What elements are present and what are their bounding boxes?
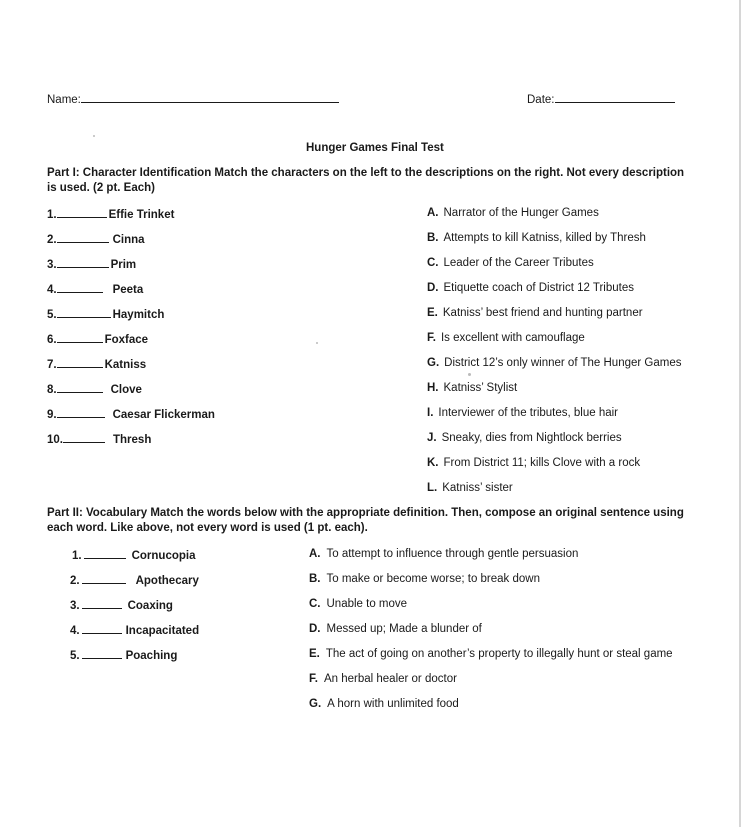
definition-letter: D. <box>309 623 321 635</box>
character-row <box>47 406 215 422</box>
answer-blank[interactable] <box>57 356 103 368</box>
description-text: District 12’s only winner of The Hunger Games <box>444 357 682 369</box>
character-name: Clove <box>110 384 142 396</box>
word-number: 2. <box>70 575 80 587</box>
definition-letter: F. <box>309 673 318 685</box>
character-row <box>47 331 148 347</box>
answer-blank[interactable] <box>84 547 126 559</box>
character-number: 1. <box>47 209 57 221</box>
description-text: From District 11; kills Clove with a rock <box>443 457 641 469</box>
character-number: 2. <box>47 234 57 246</box>
description-row <box>427 281 634 295</box>
description-letter: G. <box>427 357 440 369</box>
definition-row <box>309 672 457 686</box>
definition-text: The act of going on another’s property to illegally hunt or steal game <box>325 648 673 660</box>
description-text: Interviewer of the tributes, blue hair <box>438 407 619 419</box>
definition-row <box>309 647 673 661</box>
description-text: Katniss’ sister <box>442 482 513 494</box>
definition-text: Messed up; Made a blunder of <box>326 623 482 635</box>
description-letter: H. <box>427 382 439 394</box>
scan-speck <box>468 373 471 376</box>
name-label: Name: <box>47 94 81 106</box>
character-name: Katniss <box>104 359 147 371</box>
definition-row <box>309 697 459 711</box>
definition-row <box>309 572 540 586</box>
description-text: Leader of the Career Tributes <box>443 257 594 269</box>
character-number: 6. <box>47 334 57 346</box>
answer-blank[interactable] <box>57 381 103 393</box>
answer-blank[interactable] <box>57 206 107 218</box>
description-letter: E. <box>427 307 438 319</box>
description-row <box>427 431 622 445</box>
vocabulary-row <box>70 572 199 588</box>
character-name: Caesar Flickerman <box>112 409 215 421</box>
answer-blank[interactable] <box>82 622 122 634</box>
character-name: Haymitch <box>112 309 165 321</box>
scan-speck <box>316 342 318 344</box>
character-name: Foxface <box>104 334 149 346</box>
name-blank-line[interactable] <box>81 91 339 103</box>
character-row <box>47 431 151 447</box>
answer-blank[interactable] <box>82 572 126 584</box>
definition-text: A horn with unlimited food <box>327 698 459 710</box>
description-text: Is excellent with camouflage <box>440 332 585 344</box>
character-number: 7. <box>47 359 57 371</box>
definition-text: To attempt to influence through gentle persuasion <box>326 548 579 560</box>
vocabulary-row <box>70 622 199 638</box>
definition-row <box>309 547 578 561</box>
vocabulary-word: Incapacitated <box>125 625 200 637</box>
character-number: 5. <box>47 309 57 321</box>
vocabulary-word: Poaching <box>125 650 178 662</box>
character-row <box>47 206 174 222</box>
vocabulary-word: Cornucopia <box>131 550 196 562</box>
description-row <box>427 381 517 395</box>
name-field[interactable] <box>47 91 339 107</box>
answer-blank[interactable] <box>63 431 105 443</box>
description-letter: J. <box>427 432 437 444</box>
character-number: 10. <box>47 434 63 446</box>
vocabulary-row <box>72 547 195 563</box>
part2-instructions: Part II: Vocabulary Match the words below with the appropriate definition. Then, compose an original sentence using each word. Like above, not every word is used (1 pt. each). <box>47 507 684 534</box>
description-letter: I. <box>427 407 434 419</box>
description-row <box>427 206 599 220</box>
character-name: Prim <box>110 259 137 271</box>
description-letter: F. <box>427 332 436 344</box>
character-number: 8. <box>47 384 57 396</box>
description-letter: L. <box>427 482 438 494</box>
description-row <box>427 331 585 345</box>
character-row <box>47 281 143 297</box>
vocabulary-word: Apothecary <box>135 575 199 587</box>
word-number: 4. <box>70 625 80 637</box>
definition-text: An herbal healer or doctor <box>323 673 457 685</box>
scan-speck <box>93 135 95 137</box>
definition-letter: B. <box>309 573 321 585</box>
description-row <box>427 481 513 495</box>
definition-letter: E. <box>309 648 320 660</box>
character-row <box>47 306 164 322</box>
answer-blank[interactable] <box>57 281 103 293</box>
answer-blank[interactable] <box>82 647 122 659</box>
description-letter: K. <box>427 457 439 469</box>
vocabulary-word: Coaxing <box>127 600 173 612</box>
word-number: 3. <box>70 600 80 612</box>
character-row <box>47 381 142 397</box>
character-row <box>47 256 136 272</box>
description-text: Sneaky, dies from Nightlock berries <box>441 432 622 444</box>
answer-blank[interactable] <box>57 231 109 243</box>
description-text: Attempts to kill Katniss, killed by Thresh <box>443 232 646 244</box>
description-letter: C. <box>427 257 439 269</box>
description-row <box>427 406 618 420</box>
description-text: Katniss’ Stylist <box>443 382 518 394</box>
answer-blank[interactable] <box>57 331 103 343</box>
answer-blank[interactable] <box>82 597 122 609</box>
answer-blank[interactable] <box>57 306 111 318</box>
answer-blank[interactable] <box>57 256 109 268</box>
character-number: 9. <box>47 409 57 421</box>
word-number: 5. <box>70 650 80 662</box>
description-row <box>427 306 643 320</box>
word-number: 1. <box>72 550 82 562</box>
definition-letter: C. <box>309 598 321 610</box>
part1-instructions: Part I: Character Identification Match the characters on the left to the descriptions on the right. Not every description is used. (2 pt. Each) <box>47 167 685 194</box>
character-number: 3. <box>47 259 57 271</box>
definition-row <box>309 622 482 636</box>
description-row <box>427 256 594 270</box>
character-name: Peeta <box>112 284 144 296</box>
character-number: 4. <box>47 284 57 296</box>
character-name: Cinna <box>112 234 145 246</box>
date-blank-line[interactable] <box>555 91 675 103</box>
description-letter: D. <box>427 282 439 294</box>
date-field[interactable] <box>527 91 675 107</box>
definition-letter: G. <box>309 698 322 710</box>
test-title: Hunger Games Final Test <box>306 142 444 154</box>
date-label: Date: <box>527 94 555 106</box>
description-text: Katniss’ best friend and hunting partner <box>442 307 643 319</box>
vocabulary-row <box>70 597 173 613</box>
answer-blank[interactable] <box>57 406 105 418</box>
definition-text: To make or become worse; to break down <box>326 573 540 585</box>
character-name: Thresh <box>113 434 152 446</box>
description-row <box>427 356 682 370</box>
description-row <box>427 231 646 245</box>
description-text: Narrator of the Hunger Games <box>443 207 599 219</box>
description-row <box>427 456 640 470</box>
definition-row <box>309 597 407 611</box>
definition-letter: A. <box>309 548 321 560</box>
character-row <box>47 356 146 372</box>
character-row <box>47 231 145 247</box>
description-letter: B. <box>427 232 439 244</box>
description-letter: A. <box>427 207 439 219</box>
character-name: Effie Trinket <box>108 209 175 221</box>
vocabulary-row <box>70 647 177 663</box>
description-text: Etiquette coach of District 12 Tributes <box>443 282 634 294</box>
definition-text: Unable to move <box>326 598 408 610</box>
